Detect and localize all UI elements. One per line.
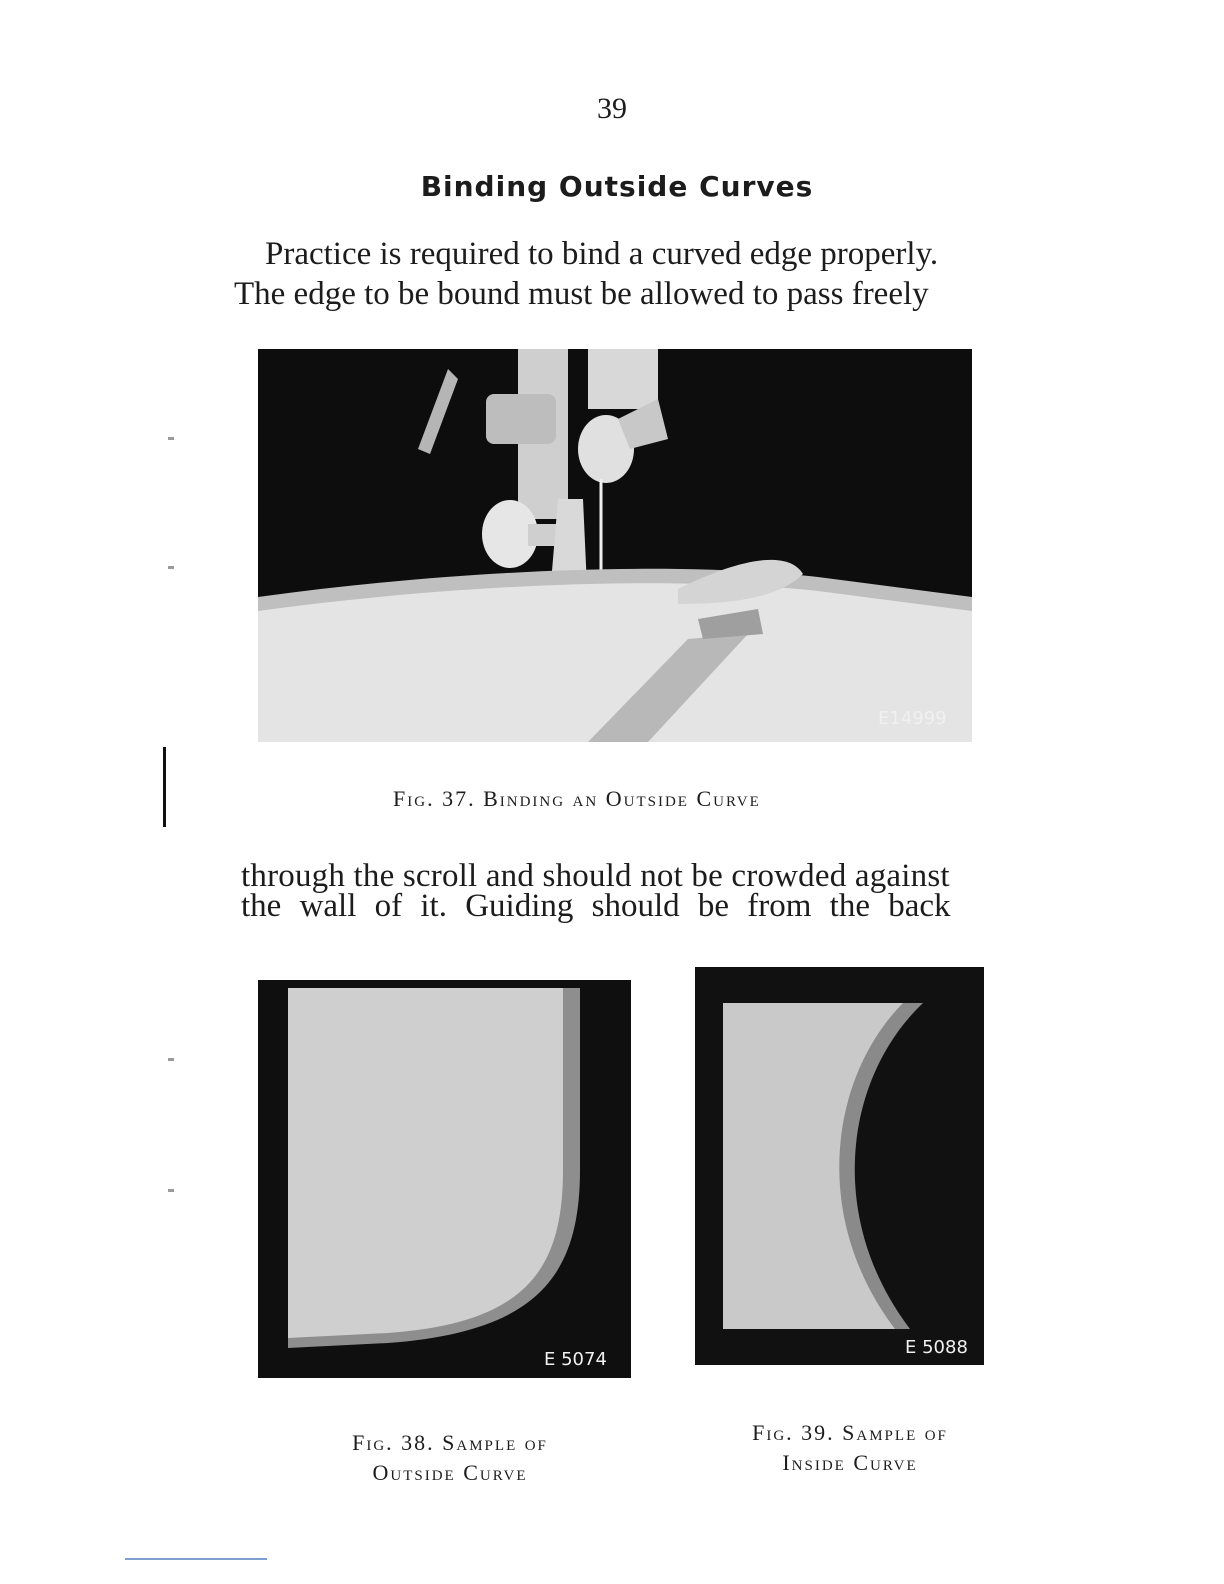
footer-rule <box>125 1558 267 1560</box>
figure-caption <box>700 1418 1000 1478</box>
paragraph-line: through the scroll and should not be crowded against <box>241 858 950 894</box>
figure-39-photo <box>695 967 984 1365</box>
photo-code: E14999 <box>878 708 947 729</box>
photo-code: E 5088 <box>905 1337 968 1358</box>
figure-caption <box>300 1428 600 1488</box>
section-title: Binding Outside Curves <box>420 170 814 203</box>
page-number: 39 <box>597 92 627 125</box>
figure-37-photo <box>258 349 972 742</box>
photo-code: E 5074 <box>544 1349 607 1370</box>
paragraph-line: the wall of it. Guiding should be from the back <box>241 888 951 924</box>
margin-bar <box>163 747 166 827</box>
caption-line: Fig. 38. Sample of <box>352 1430 548 1455</box>
margin-mark <box>168 437 174 440</box>
caption-line: Outside Curve <box>372 1460 528 1485</box>
caption-line: Fig. 39. Sample of <box>752 1420 948 1445</box>
figure-caption: Fig. 37. Binding an Outside Curve <box>393 786 761 811</box>
paragraph-line: The edge to be bound must be allowed to pass freely <box>234 276 929 312</box>
margin-mark <box>168 566 174 569</box>
figure-38-photo <box>258 980 631 1378</box>
margin-mark <box>168 1058 174 1061</box>
paragraph-line: Practice is required to bind a curved edge properly. <box>265 236 939 272</box>
caption-line: Inside Curve <box>782 1450 918 1475</box>
margin-mark <box>168 1189 174 1192</box>
